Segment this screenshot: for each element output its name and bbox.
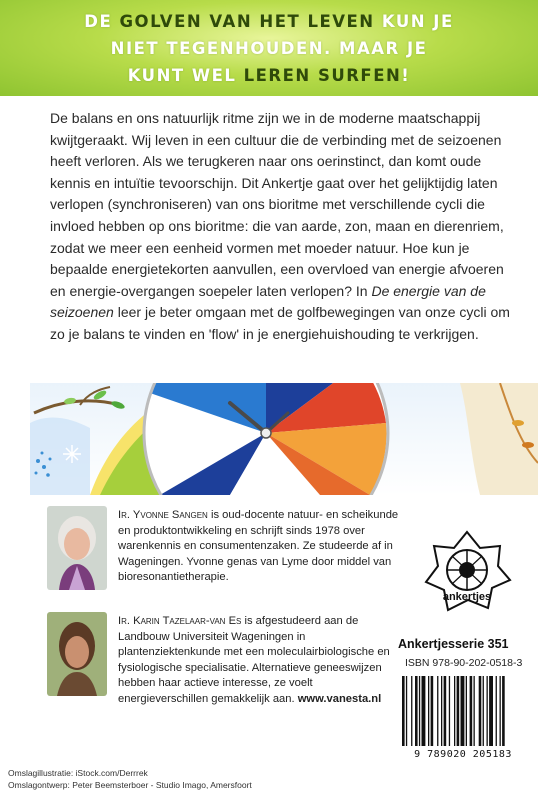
cover-credits (8, 767, 252, 791)
author-photo-yvonne (47, 506, 107, 590)
winter-sky-shape (30, 418, 90, 495)
cover-banner (0, 0, 538, 96)
barcode-bar (406, 676, 407, 746)
barcode-bar (437, 676, 438, 746)
clock-pivot (261, 428, 271, 438)
banner-slogan (20, 8, 518, 89)
author-bio-text: is oud-docente natuur- en scheikunde en produktontwikkeling en schrijft sinds 1978 over warenkennis en consumentenzaken. Ze studeerde af in Wageningen. Yvonne genas van Lyme door middel van bioresonantietherapie. (118, 509, 399, 584)
leaf-shape (512, 420, 524, 426)
blurb-text: leer je beter omgaan met de golfbewegingen van onze cycli om zo je balans te vinden en 'flow' in je energiehuishouding te verkrijgen. (50, 304, 510, 342)
author-name: Ir. Yvonne Sangen (118, 509, 208, 521)
author-portrait (47, 612, 107, 696)
barcode-bar (474, 676, 475, 746)
barcode-bar (422, 676, 426, 746)
barcode-bar (466, 676, 467, 746)
slogan-text: DE (84, 12, 120, 31)
barcode-bar (502, 676, 505, 746)
clock-artwork (30, 383, 538, 495)
barcode-bar (487, 676, 488, 746)
barcode-bar (461, 676, 465, 746)
illustration-credit: Omslagillustratie: iStock.com/Derrrek (8, 768, 148, 778)
slogan-text: NIET TEGENHOUDEN. MAAR JE (110, 39, 428, 58)
slogan-text: ! (401, 66, 411, 85)
barcode-bar (500, 676, 501, 746)
barcode-bar (402, 676, 405, 746)
barcode-bar (428, 676, 429, 746)
seasons-clock-illustration (30, 383, 538, 495)
barcode-bar (444, 676, 447, 746)
author-photo-karin (47, 612, 107, 696)
book-title: De energie van de seizoenen (50, 282, 486, 321)
barcode-bar (454, 676, 455, 746)
barcode-digits: 9 789020 205183 (414, 749, 512, 760)
isbn-label: ISBN 978-90-202-0518-3 (405, 657, 523, 669)
barcode-bar (457, 676, 460, 746)
slogan-text: KUNT WEL (127, 66, 244, 85)
logo-wordmark: ankertjes (442, 591, 492, 603)
slogan-text: KUN JE (374, 12, 454, 31)
barcode-bar (419, 676, 420, 746)
author-portrait (47, 506, 107, 590)
barcode-bar (441, 676, 442, 746)
blurb-text: De balans en ons natuurlijk ritme zijn we in de moderne maatschappij kwijtgeraakt. Wij leven in een cultuur die de verbinding met de seizoenen heeft verloren. Als we terugkeren naar ons oerinstinct, dan komt oude kennis en intuïtie tevoorschijn. Dit Ankertje gaat over het gelijktijdig laten verlopen (synchroniseren) van ons bioritme met verschillende cycli die invloed hebben op ons bioritme: die van aarde, zon, maan en dierenriem, zodat we meer een eenheid vormen met moeder natuur. Hoe kun je bepaalde energietekorten aanvullen, een overvloed van energie afvoeren en energie-overgangen soepeler laten verlopen? In (50, 110, 504, 299)
leaf-shape (522, 442, 534, 448)
barcode-bar (415, 676, 418, 746)
design-credit: Omslagontwerp: Peter Beemsterboer - Studio Imago, Amersfoort (8, 780, 252, 790)
barcode-bar (479, 676, 482, 746)
barcode-bar (431, 676, 434, 746)
barcode-bar (470, 676, 473, 746)
series-label: Ankertjesserie 351 (398, 637, 509, 651)
author-bio-text: is afgestudeerd aan de Landbouw Universiteit Wageningen in plantenziektenkunde met een moleculairbiologische en fysiologische specialisatie. Alternatieve geneeswijzen hebben haar actieve interesse, ze voelt energieverschillen gemakkelijk aan. (118, 615, 390, 705)
barcode-bar (483, 676, 484, 746)
author-bio-karin (118, 614, 403, 708)
author-bio-yvonne (118, 508, 403, 586)
author-name: Ir. Karin Tazelaar-van Es (118, 615, 242, 627)
ankertjes-logo (422, 528, 512, 618)
barcode-bar (496, 676, 497, 746)
slogan-highlight: LEREN SURFEN (243, 66, 402, 85)
barcode-bar (449, 676, 450, 746)
barcode-bar (489, 676, 493, 746)
website-link[interactable]: www.vanesta.nl (297, 692, 382, 705)
isbn-barcode (392, 672, 534, 762)
barcode-bar (411, 676, 412, 746)
blurb-paragraph (50, 108, 518, 346)
slogan-highlight: GOLVEN VAN HET LEVEN (119, 12, 375, 31)
ankertjes-logo-mark (422, 528, 512, 618)
